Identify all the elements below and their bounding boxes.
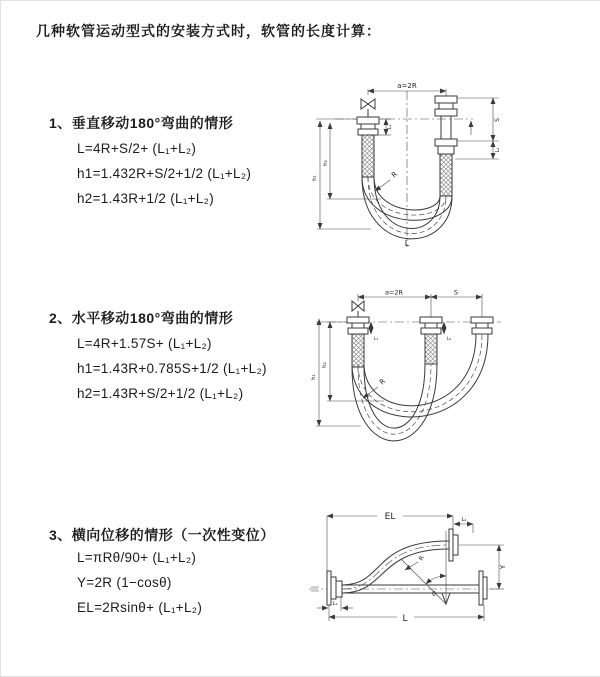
d2-span-label: a=2R: [384, 288, 404, 297]
section-3-heading: 3、横向位移的情形（一次性变位）: [49, 527, 275, 543]
d1-r-label: R: [390, 170, 400, 180]
d2-height-dimensions: [311, 319, 384, 426]
d2-right-pipe: [471, 317, 493, 334]
d1-l-label: L: [404, 239, 410, 248]
section-3-formula-Y: Y=2R (1−cosθ): [77, 575, 172, 590]
d1-h2-label: h₂: [323, 160, 329, 166]
d1-l2-label: L₂: [495, 147, 501, 153]
d2-left-pipe: [347, 317, 369, 367]
section-2-formula-h1: h1=1.43R+0.785S+1/2 (L₁+L₂): [77, 361, 267, 376]
d1-l1-label: L₁: [387, 124, 393, 130]
d3-l-label: L: [402, 614, 408, 624]
valve-icon: [361, 99, 375, 117]
d3-left-flange: [327, 571, 342, 605]
d3-y-label: Y: [499, 564, 507, 570]
d2-s-label: S: [453, 288, 459, 297]
d3-l1-label: L₁: [332, 601, 338, 607]
d1-left-pipe: [357, 117, 379, 177]
valve-icon: [352, 301, 364, 317]
d3-l2-label: L₂: [461, 517, 467, 523]
section-3-formula-L: L=πRθ/90+ (L₁+L₂): [77, 550, 197, 565]
d2-r-label: R: [378, 377, 388, 387]
d2-l2-label: L₂: [446, 337, 452, 342]
d3-el-label: EL: [384, 512, 396, 522]
diagram-horizontal-180-bend: [309, 289, 600, 454]
d3-right-upper-flange: [449, 529, 458, 561]
d2-h2-label: h₂: [322, 362, 328, 368]
d1-span-label: a=2R: [397, 82, 417, 90]
d1-radius-callout: [375, 170, 399, 191]
section-1-formula-L: L=4R+S/2+ (L₁+L₂): [77, 141, 197, 156]
d3-l2-dimension: [454, 517, 473, 533]
d2-h1-label: h₁: [311, 374, 317, 380]
diagram-vertical-180-bend: [311, 79, 591, 254]
section-2-formula-h2: h2=1.43R+S/2+1/2 (L₁+L₂): [77, 386, 244, 401]
d2-l1-dimension: [371, 322, 378, 342]
d1-s-label: S: [494, 118, 501, 122]
section-2-heading: 2、水平移动180°弯曲的情形: [49, 310, 234, 326]
diagram-lateral-displacement: [301, 501, 600, 646]
section-2-formula-L: L=4R+1.57S+ (L₁+L₂): [77, 336, 212, 351]
d2-u-bend-hoses: [352, 334, 488, 441]
d3-r-label: R: [417, 554, 426, 562]
page-title: 几种软管运动型式的安装方式时，软管的长度计算：: [36, 23, 381, 39]
d1-s-dimension: [455, 98, 501, 159]
d3-right-lower-flange: [479, 571, 487, 605]
d3-radius-callout: [405, 555, 426, 570]
section-1-formula-h2: h2=1.43R+1/2 (L₁+L₂): [77, 191, 215, 206]
section-1-heading: 1、垂直移动180°弯曲的情形: [49, 115, 234, 131]
d1-right-pipe: [435, 96, 457, 196]
d2-span-dimensions: [358, 289, 482, 318]
d2-l2-dimension: [444, 322, 451, 342]
d2-l1-label: L₁: [373, 337, 379, 342]
d3-theta-label: θ: [432, 591, 436, 598]
section-3-formula-EL: EL=2Rsinθ+ (L₁+L₂): [77, 600, 203, 615]
d2-middle-pipe: [420, 317, 442, 364]
section-1-formula-h1: h1=1.432R+S/2+1/2 (L₁+L₂): [77, 166, 252, 181]
d1-h1-label: h₁: [312, 175, 318, 181]
